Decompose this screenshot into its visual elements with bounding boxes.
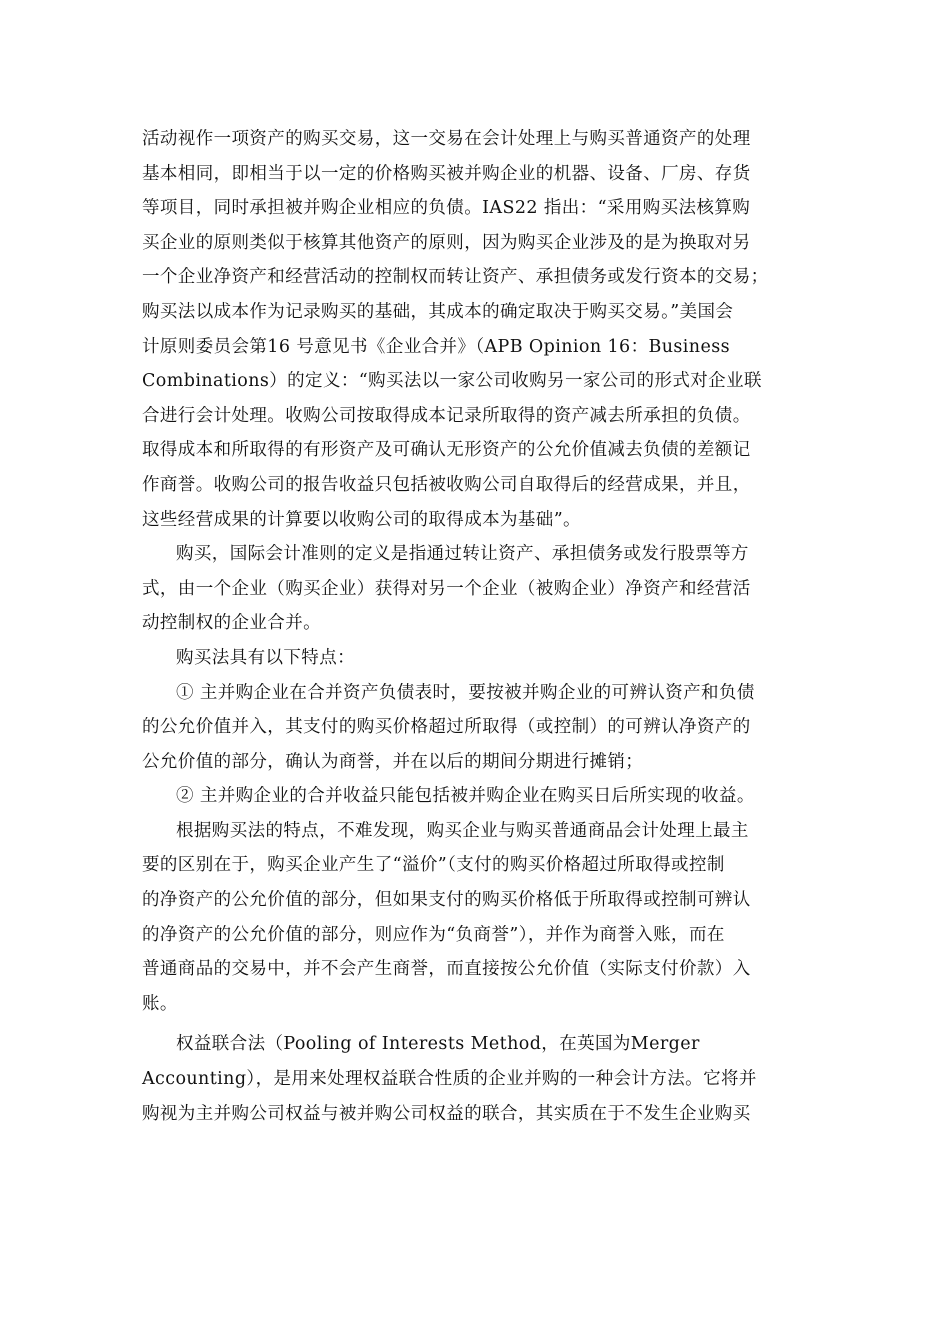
text-line: 一个企业净资产和经营活动的控制权而转让资产、承担债务或发行资本的交易；: [142, 267, 769, 288]
text-line: 购买法以成本作为记录购买的基础，其成本的确定取决于购买交易。”美国会: [142, 301, 734, 322]
text-line: 购视为主并购公司权益与被并购公司权益的联合，其实质在于不发生企业购买: [142, 1103, 751, 1124]
text-line: Combinations）的定义：“购买法以一家公司收购另一家公司的形式对企业联: [142, 371, 762, 392]
text-line: 要的区别在于，购买企业产生了“溢价”（支付的购买价格超过所取得或控制: [142, 855, 725, 876]
text-line: 取得成本和所取得的有形资产及可确认无形资产的公允价值减去负债的差额记: [142, 440, 751, 461]
text-line: 动控制权的企业合并。: [142, 613, 321, 634]
paragraph-start-line: 权益联合法（Pooling of Interests Method，在英国为Merger: [176, 1034, 700, 1055]
text-line: 基本相同，即相当于以一定的价格购买被并购企业的机器、设备、厂房、存货: [142, 163, 751, 184]
text-line: 作商誉。收购公司的报告收益只包括被收购公司自取得后的经营成果，并且，: [142, 474, 751, 495]
text-line: 的净资产的公允价值的部分，则应作为“负商誉”），并作为商誉入账，而在: [142, 924, 725, 945]
text-line: 普通商品的交易中，并不会产生商誉，而直接按公允价值（实际支付价款）入: [142, 959, 751, 980]
text-line: 这些经营成果的计算要以收购公司的取得成本为基础”。: [142, 509, 581, 530]
list-item-2-line: ② 主并购企业的合并收益只能包括被并购企业在购买日后所实现的收益。: [176, 786, 755, 807]
text-line: 的公允价值并入，其支付的购买价格超过所取得（或控制）的可辨认净资产的: [142, 717, 751, 738]
list-item-1-line: ① 主并购企业在合并资产负债表时，要按被并购企业的可辨认资产和负债: [176, 682, 755, 703]
text-line: 计原则委员会第16 号意见书《企业合并》（APB Opinion 16：Business: [142, 336, 730, 357]
text-line: 的净资产的公允价值的部分，但如果支付的购买价格低于所取得或控制可辨认: [142, 890, 751, 911]
text-line: 合进行会计处理。收购公司按取得成本记录所取得的资产减去所承担的负债。: [142, 405, 751, 426]
text-line: 账。: [142, 993, 178, 1014]
paragraph-start-line: 购买，国际会计准则的定义是指通过转让资产、承担债务或发行股票等方: [176, 544, 749, 565]
text-line: Accounting），是用来处理权益联合性质的企业并购的一种会计方法。它将并: [142, 1069, 757, 1090]
paragraph-start-line: 根据购买法的特点，不难发现，购买企业与购买普通商品会计处理上最主: [176, 820, 749, 841]
text-line: 活动视作一项资产的购买交易，这一交易在会计处理上与购买普通资产的处理: [142, 129, 751, 149]
paragraph-start-line: 购买法具有以下特点：: [176, 647, 355, 668]
text-line: 式，由一个企业（购买企业）获得对另一个企业（被购企业）净资产和经营活: [142, 578, 751, 599]
document-body: [142, 122, 822, 1131]
text-line: 等项目，同时承担被并购企业相应的负债。IAS22 指出：“采用购买法核算购: [142, 198, 751, 219]
text-line: 买企业的原则类似于核算其他资产的原则，因为购买企业涉及的是为换取对另: [142, 232, 751, 253]
text-line: 公允价值的部分，确认为商誉，并在以后的期间分期进行摊销；: [142, 751, 644, 772]
